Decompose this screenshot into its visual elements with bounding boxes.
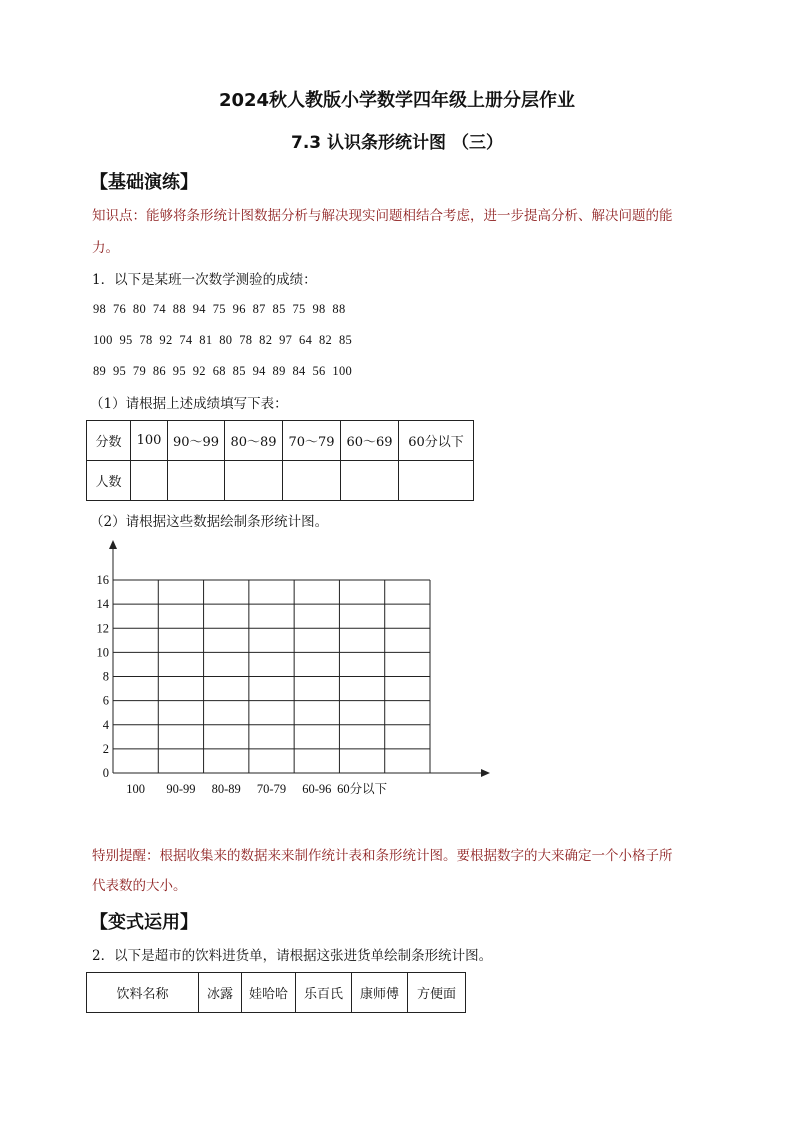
section-heading-variation: 【变式运用】 <box>90 912 198 933</box>
y-tick-label: 10 <box>96 645 109 660</box>
table-header-cell: 70～79 <box>283 421 341 461</box>
reminder-line2: 代表数的大小。 <box>92 878 187 894</box>
table-row-label: 人数 <box>87 461 131 501</box>
section-heading-basic: 【基础演练】 <box>90 172 198 193</box>
x-tick-label: 80-89 <box>211 782 241 796</box>
question-1-part-1: （1）请根据上述成绩填写下表： <box>90 396 288 412</box>
drinks-table <box>86 972 466 1013</box>
score-row-2: 100 95 78 92 74 81 80 78 82 97 64 82 85 <box>93 333 353 347</box>
y-axis-arrow-icon <box>109 540 117 549</box>
drinks-header-cell: 方便面 <box>408 973 466 1013</box>
y-tick-label: 12 <box>96 621 109 636</box>
x-tick-label: 60分以下 <box>337 782 388 796</box>
x-tick-label: 60-96 <box>302 782 332 796</box>
drinks-header-cell: 娃哈哈 <box>242 973 296 1013</box>
table-header-cell: 60～69 <box>341 421 399 461</box>
x-tick-label: 90-99 <box>166 782 196 796</box>
x-tick-label: 100 <box>126 782 146 796</box>
x-axis-arrow-icon <box>481 769 490 777</box>
drinks-header-cell: 康师傅 <box>352 973 408 1013</box>
drinks-header-cell: 饮料名称 <box>87 973 199 1013</box>
table-header-cell: 80～89 <box>225 421 283 461</box>
y-tick-label: 4 <box>102 717 109 732</box>
reminder-line1: 特别提醒：根据收集来的数据来来制作统计表和条形统计图。要根据数字的大来确定一个小格子所 <box>92 848 673 864</box>
y-tick-label: 8 <box>102 669 109 684</box>
y-tick-label: 14 <box>96 597 109 612</box>
y-tick-label: 6 <box>102 693 109 708</box>
y-tick-label: 2 <box>102 741 109 756</box>
knowledge-point-line1: 知识点：能够将条形统计图数据分析与解决现实问题相结合考虑，进一步提高分析、解决问题的能 <box>92 208 673 224</box>
table-empty-cell[interactable] <box>168 461 225 501</box>
table-header-cell: 分数 <box>87 421 131 461</box>
table-header-cell: 100 <box>131 421 168 461</box>
page-subtitle: 7.3 认识条形统计图 （三） <box>291 133 503 153</box>
y-tick-label: 16 <box>96 573 109 587</box>
knowledge-point-line2: 力。 <box>92 240 119 256</box>
x-tick-label: 70-79 <box>256 782 287 796</box>
table-empty-cell[interactable] <box>225 461 283 501</box>
question-1-part-2: （2）请根据这些数据绘制条形统计图。 <box>90 514 329 530</box>
table-empty-cell[interactable] <box>131 461 168 501</box>
table-header-cell: 60分以下 <box>399 421 474 461</box>
drinks-header-cell: 乐百氏 <box>296 973 352 1013</box>
table-empty-cell[interactable] <box>399 461 474 501</box>
y-tick-label: 0 <box>102 766 109 780</box>
score-table <box>86 420 474 501</box>
question-1: 1．以下是某班一次数学测验的成绩： <box>92 272 317 288</box>
question-2: 2．以下是超市的饮料进货单，请根据这张进货单绘制条形统计图。 <box>92 948 493 964</box>
score-row-1: 98 76 80 74 88 94 75 96 87 85 75 98 88 <box>93 302 346 316</box>
score-row-3: 89 95 79 86 95 92 68 85 94 89 84 56 100 <box>93 364 353 378</box>
page-title: 2024秋人教版小学数学四年级上册分层作业 <box>218 90 576 111</box>
bar-chart-grid <box>0 530 794 810</box>
table-empty-cell[interactable] <box>283 461 341 501</box>
drinks-header-cell: 冰露 <box>199 973 242 1013</box>
table-header-cell: 90～99 <box>168 421 225 461</box>
table-empty-cell[interactable] <box>341 461 399 501</box>
